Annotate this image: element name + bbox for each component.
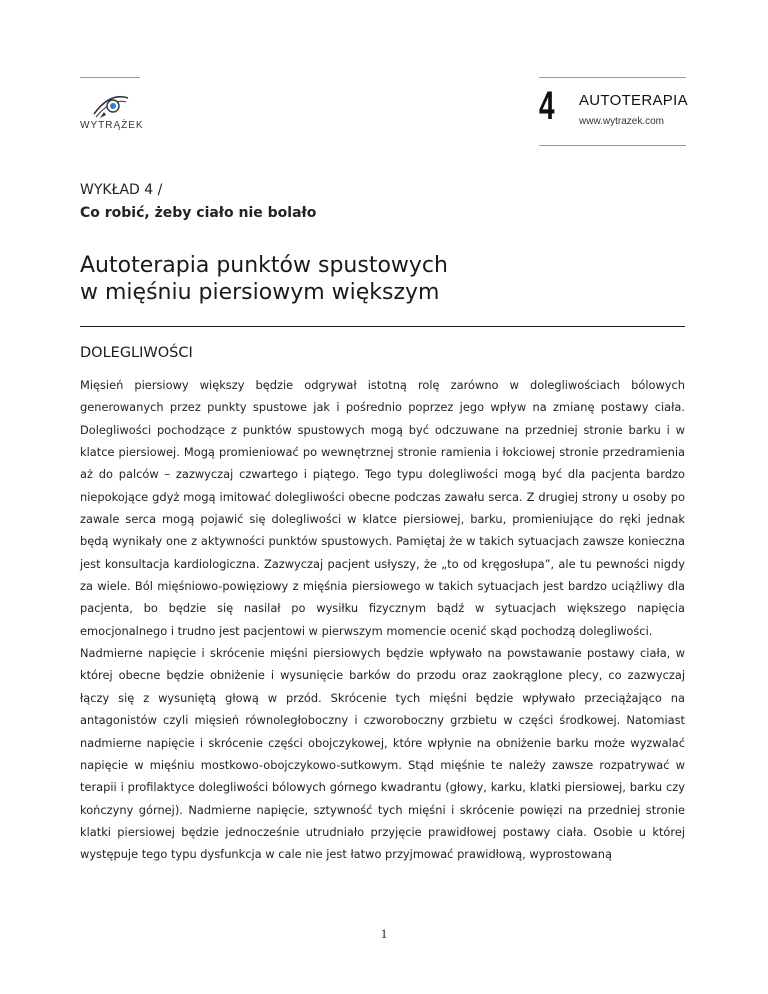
body-paragraph-2: Nadmierne napięcie i skrócenie mięśni piersiowych będzie wpływało na powstawanie postawy ciała, w której obecne będzie obniżenie i wysunięcie barków do przodu oraz zaokrąglone plecy, co zazwyczaj łączy się z wysuniętą głową w przód. Skrócenie tych mięśni będzie wpływało przeciążająco na antagonistów czyli mięsień równoległoboczny i czworoboczny grzbietu w części środkowej. Natomiast nadmierne napięcie i skrócenie części obojczykowej, które wpłynie na obniżenie barku może wyzwalać napięcie w mięśniu mostkowo-obojczykowo-sutkowym. Stąd mięśnie te należy zawsze rozpatrywać w terapii i profilaktyce dolegliwości bólowych górnego kwadrantu (głowy, karku, klatki piersiowej, barku czy kończyny górnej). Nadmierne napięcie, sztywność tych mięśni i skrócenie powięzi na przedniej stronie klatki piersiowej będzie jednocześnie utrudniało przyjęcie prawidłowej postawy ciała. Osobie u której występuje tego typu dysfunkcja w cale nie jest łatwo przyjmować prawidłową, wyprostowaną (80, 646, 685, 862)
page-title-line-2: w mięśniu piersiowym większym (80, 280, 440, 305)
header-rule-left (80, 77, 140, 78)
page-title-line-1: Autoterapia punktów spustowych (80, 253, 448, 278)
chapter-number: 4 (539, 84, 555, 128)
page-number: 1 (380, 926, 388, 941)
body-text (80, 374, 685, 866)
page-title (80, 252, 700, 306)
title-divider (80, 326, 685, 327)
header-rule-right (539, 77, 686, 78)
lecture-number: WYKŁAD 4 / (80, 182, 163, 198)
lecture-subtitle: Co robić, żeby ciało nie bolało (80, 205, 317, 221)
site-url-link[interactable]: www.wytrazek.com (579, 116, 665, 127)
section-heading: DOLEGLIWOŚCI (80, 345, 193, 361)
header-rule-right-bottom (539, 145, 686, 146)
logo-text: WYTRĄŻEK (80, 120, 144, 131)
body-paragraph-1: Mięsień piersiowy większy będzie odgrywał istotną rolę zarówno w dolegliwościach bólowych generowanych przez punkty spustowe jak i pośrednio poprzez jego wpływ na zmianę postawy ciała. Dolegliwości pochodzące z punktów spustowych mogą być odczuwane na przedniej stronie barku i w klatce piersiowej. Mogą promieniować po wewnętrznej stronie ramienia i łokciowej stronie przedramienia aż do palców – zazwyczaj czwartego i piątego. Tego typu dolegliwości mogą być dla pacjenta bardzo niepokojące gdyż mogą imitować dolegliwości obecne podczas zawału serca. Z drugiej strony u osoby po zawale serca mogą pojawić się dolegliwości w klatce piersiowej, barku, promieniujące do ręki jednak będą wynikały one z aktywności punktów spustowych. Pamiętaj że w takich sytuacjach zawsze konieczna jest konsultacja kardiologiczna. Zazwyczaj pacjent usłyszy, że „to od kręgosłupa”, ale tu pewności nigdy za wiele. Ból mięśniowo-powięziowy z mięśnia piersiowego w takich sytuacjach jest bardzo uciążliwy dla pacjenta, bo będzie się nasilał po wysiłku fizycznym bądź w sytuacjach większego napięcia emocjonalnego i trudno jest pacjentowi w pierwszym momencie ocenić skąd pochodzą dolegliwości. (80, 378, 685, 638)
series-title: AUTOTERAPIA (579, 92, 688, 109)
